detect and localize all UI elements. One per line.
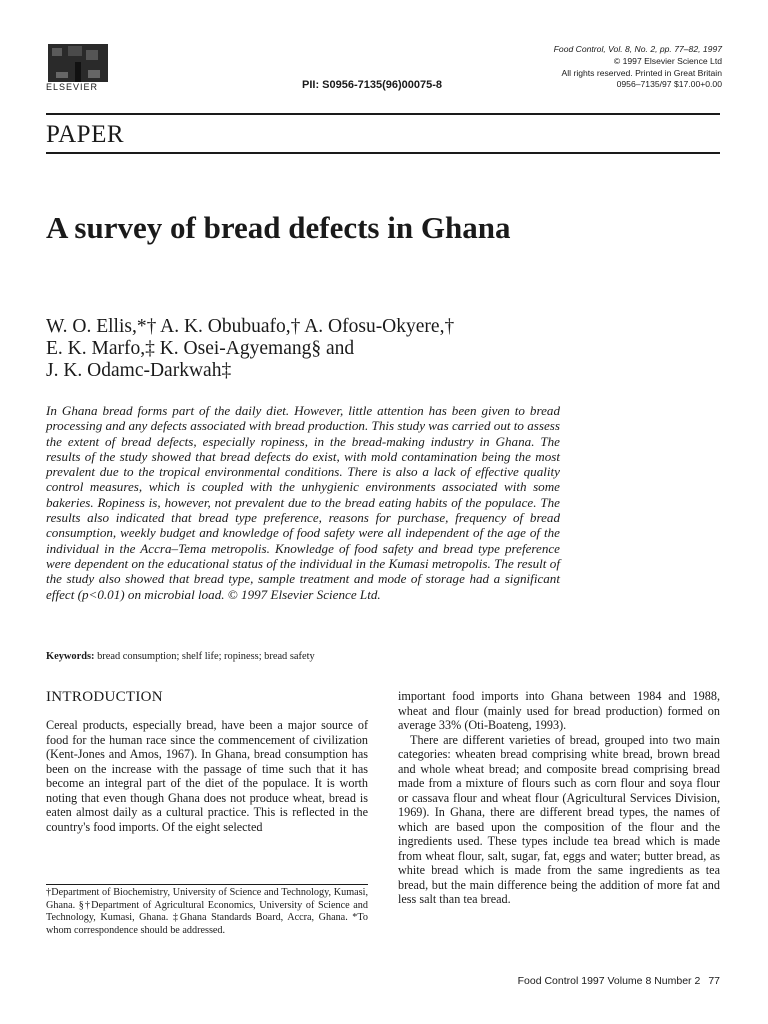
author-line: E. K. Marfo,‡ K. Osei-Agyemang§ and: [46, 338, 355, 359]
header-rule-top: [46, 113, 720, 115]
affiliation-footnote: †Department of Biochemistry, University of Science and Technology, Kumasi, Ghana. §†Department of Agricultural Economics, University of Science and Technology, Kumasi, Ghana. ‡Ghana Standards Board, Accra, Ghana. *To whom correspondence should be addressed.: [46, 887, 368, 936]
article-title: A survey of bread defects in Ghana: [46, 210, 511, 245]
footnote-rule: [46, 884, 368, 885]
author-line: W. O. Ellis,*† A. K. Obubuafo,† A. Ofosu-Okyere,†: [46, 316, 455, 337]
body-paragraph: Cereal products, especially bread, have been a major source of food for the human race since the commencement of civilization (Kent-Jones and Amos, 1967). In Ghana, bread consumption has been on the increase with the passage of time such that it has become an integral part of the diet of the populace. It is worth noting that even though Ghana does not produce wheat, bread is eaten almost daily as a cultural practice. This is reflected in the country's food imports. Of the eight selected: [46, 718, 368, 834]
copyright-line: © 1997 Elsevier Science Ltd: [613, 55, 722, 66]
journal-info: [502, 44, 722, 91]
author-line: J. K. Odamc-Darkwah‡: [46, 360, 232, 381]
body-paragraph: There are different varieties of bread, grouped into two main categories: wheaten bread comprising white bread, brown bread and whole wheat bread; and composite bread comprising bread made from a mixture of flours such as corn flour and soya flour or cassava flour and wheat flour (Agricultural Services Division, 1969). In Ghana, there are different bread types, the names of which are based upon the composition of the flour and the ingredients used. These types include tea bread which is made from wheat flour, salt, sugar, fat, eggs and water; butter bread, as white bread which is made from the same ingredients as tea bread, but the main difference being the addition of more fat and less salt than tea bread.: [398, 732, 720, 906]
right-column: [398, 689, 720, 907]
publisher-name: ELSEVIER: [46, 82, 99, 92]
issn-price-line: 0956–7135/97 $17.00+0.00: [616, 79, 722, 90]
rights-line: All rights reserved. Printed in Great Britain: [561, 67, 722, 78]
left-column: [46, 689, 368, 834]
page-footer: [518, 975, 720, 987]
keywords: [46, 651, 606, 662]
journal-citation: Food Control, Vol. 8, No. 2, pp. 77–82, 1997: [553, 44, 722, 54]
keywords-label: Keywords:: [46, 651, 95, 662]
pii-identifier: PII: S0956-7135(96)00075-8: [302, 79, 443, 91]
introduction-heading: INTRODUCTION: [46, 689, 163, 705]
footer-journal: Food Control 1997 Volume 8 Number 2: [517, 975, 701, 987]
section-label: PAPER: [46, 121, 125, 148]
page-number: 77: [708, 975, 720, 987]
body-paragraph: important food imports into Ghana between 1984 and 1988, wheat and flour (mainly used for bread production) formed on average 33% (Oti-Boateng, 1993).: [398, 689, 720, 732]
header-rule-bottom: [46, 152, 720, 154]
abstract: In Ghana bread forms part of the daily diet. However, little attention has been given to bread processing and any defects associated with bread production. This study was carried out to assess the extent of bread defects, especially ropiness, in the bread-making industry in Ghana. The results of the study showed that bread defects do exist, with mold contamination being the most prevalent due to the tropical environmental conditions. There is also a lack of effective quality control measures, which is coupled with the unhygienic environments associated with some bakeries. Ropiness is, however, not prevalent due to the bread eating habits of the populace. The results also indicated that bread type preference, reasons for purchase, frequency of bread consumption, weekly budget and knowledge of food safety were all independent of the age of the individual in the Accra–Tema metropolis. Knowledge of food safety and bread type preference were dependent on the educational status of the individual in the Kumasi metropolis. The result of the study also showed that bread type, sample treatment and mode of storage had a significant effect (p<0.01) on microbial load. © 1997 Elsevier Science Ltd.: [46, 403, 560, 602]
author-list: [46, 316, 646, 382]
keywords-text: bread consumption; shelf life; ropiness; bread safety: [97, 651, 315, 662]
